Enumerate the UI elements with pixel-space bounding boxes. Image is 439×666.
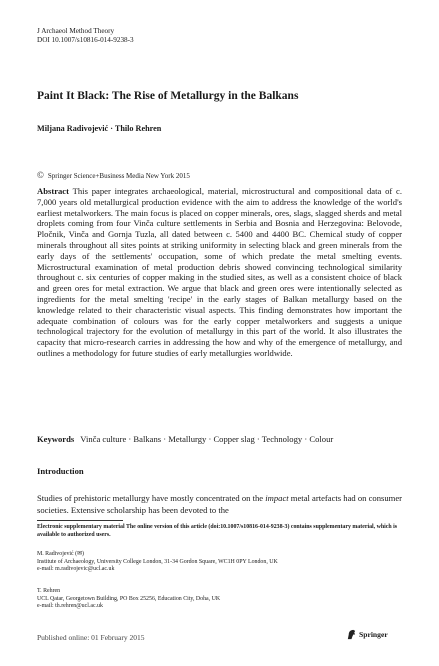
published-date: Published online: 01 February 2015 [37,633,145,642]
keywords-label: Keywords [37,434,75,444]
copyright-text: Springer Science+Business Media New York 2015 [47,172,190,180]
section-heading: Introduction [37,466,84,476]
abstract [37,186,402,359]
journal-header [37,27,134,45]
journal-doi: DOI 10.1007/s10816-014-9238-3 [37,36,134,44]
footnote-divider [37,520,123,521]
journal-name: J Archaeol Method Theory [37,27,115,35]
article-title: Paint It Black: The Rise of Metallurgy in the Balkans [37,90,299,102]
keywords [37,434,402,444]
publisher-name: Springer [359,630,388,639]
abstract-text: This paper integrates archaeological, material, microstructural and compositional data of c. 7,000 years old metallurgical production evidence with the aim to address the knowledge of the world's earliest metalworkers. The main focus is placed on copper minerals, ores, slags, slagged sherds and metal droplets coming from four Vinča culture settlements in Serbia and Bosnia and Herzegovina: Belovode, Pločnik, Vinča and Gornja Tuzla, all dated between c. 5400 and 4400 BC. Chemical study of copper minerals throughout all sites points at striking uniformity in selecting black and green minerals from the early days of the settlements' occupation, some of which predate the metal smelting events. Microstructural examination of metal production debris showed convincing technological similarity throughout c. six centuries of copper making in the studied sites, as well as a consistent choice of black and green ores for metal extraction. We argue that black and green ores were intentionally selected as ingredients for the metal smelting 'recipe' in the early stages of Balkan metallurgy based on the knowledge related to their characteristic visual aspects. This finding demonstrates how important the adequate combination of colours was for the early copper metalworkers and suggests a unique technological trajectory for the evolution of metallurgy in this part of the world. It also illustrates the capacity that micro-research carries in addressing the how and why of the emergence of metallurgy, and outlines a methodology for future studies of early metallurgies worldwide. [37,186,402,358]
publisher-logo [346,629,388,640]
copyright-symbol: © [37,170,44,180]
footnote-author1 [37,551,407,574]
keywords-text: Vinča culture · Balkans · Metallurgy · Copper slag · Technology · Colour [80,434,334,444]
copyright-line [37,170,190,180]
author1-affiliation: Institute of Archaeology, University College London, 31-34 Gordon Square, WC1H 0PY London, UK [37,558,278,565]
intro-emphasis: impact [265,493,289,503]
esm-note: Electronic supplementary material The online version of this article (doi:10.1007/s10816-014-9238-3) contains supplementary material, which is available to authorized users. [37,524,398,538]
intro-text-start: Studies of prehistoric metallurgy have mostly concentrated on the [37,493,266,503]
footnote-author2 [37,588,407,611]
springer-horse-icon [346,629,357,640]
author-list: Miljana Radivojević · Thilo Rehren [37,124,162,133]
intro-paragraph [37,492,402,516]
intro-text-end: metal artefacts had on consumer societies. Extensive scholarship has been devoted to the [37,493,403,515]
author2-email: e-mail: th.rehren@ucl.ac.uk [37,603,103,610]
author2-affiliation: UCL Qatar, Georgetown Building, PO Box 25256, Education City, Doha, UK [37,595,221,602]
footnote-esm [37,524,407,539]
author1-email: e-mail: m.radivojevic@ucl.ac.uk [37,566,115,573]
author1-name: M. Radivojević (✉) [37,551,84,557]
abstract-label: Abstract [37,186,69,196]
author2-name: T. Rehren [37,588,61,594]
